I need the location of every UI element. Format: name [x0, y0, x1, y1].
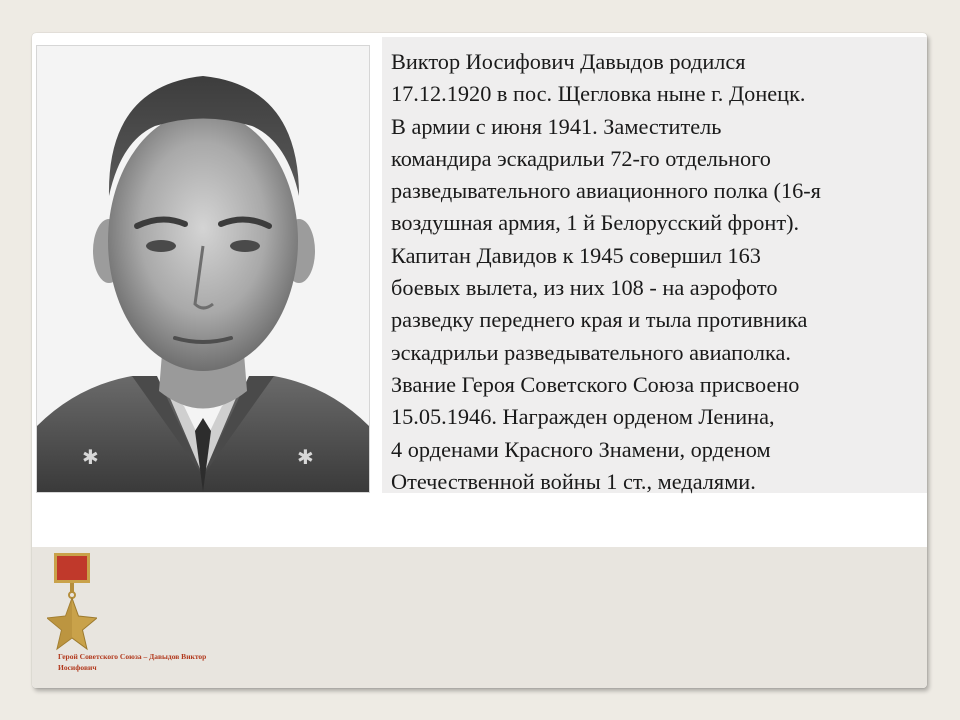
biography-line: боевых вылета, из них 108 - на аэрофото [391, 275, 778, 301]
svg-text:✱: ✱ [82, 445, 99, 469]
biography-line: Звание Героя Советского Союза присвоено [391, 371, 800, 397]
biography-line: командира эскадрильи 72-го отдельного [391, 145, 771, 171]
biography-line: Капитан Давидов к 1945 совершил 163 [391, 242, 761, 268]
content-card [32, 33, 927, 688]
biography-line: 4 орденами Красного Знамени, орденом [391, 436, 771, 462]
slide-caption [58, 651, 258, 673]
caption-line: Герой Советского Союза – Давыдов Виктор [58, 652, 207, 661]
biography-line: 15.05.1946. Награжден орденом Ленина, [391, 404, 775, 430]
biography-text [391, 46, 921, 498]
portrait-photo [36, 45, 370, 493]
biography-line: эскадрильи разведывательного авиаполка. [391, 339, 791, 365]
biography-panel [382, 37, 927, 493]
biography-line: В армии с июня 1941. Заместитель [391, 113, 722, 139]
biography-line: разведку переднего края и тыла противника [391, 307, 808, 333]
biography-line: разведывательного авиационного полка (16-я [391, 178, 821, 204]
svg-text:✱: ✱ [297, 445, 314, 469]
biography-line: 17.12.1920 в пос. Щегловка ныне г. Донецк. [391, 81, 806, 107]
biography-line: Виктор Иосифович Давыдов родился [391, 49, 746, 74]
caption-line: Иосифович [58, 663, 97, 672]
gold-star-medal-icon [47, 551, 97, 651]
biography-line: Отечественной войны 1 ст., медалями. [391, 468, 756, 494]
biography-line: воздушная армия, 1 й Белорусский фронт). [391, 210, 800, 236]
